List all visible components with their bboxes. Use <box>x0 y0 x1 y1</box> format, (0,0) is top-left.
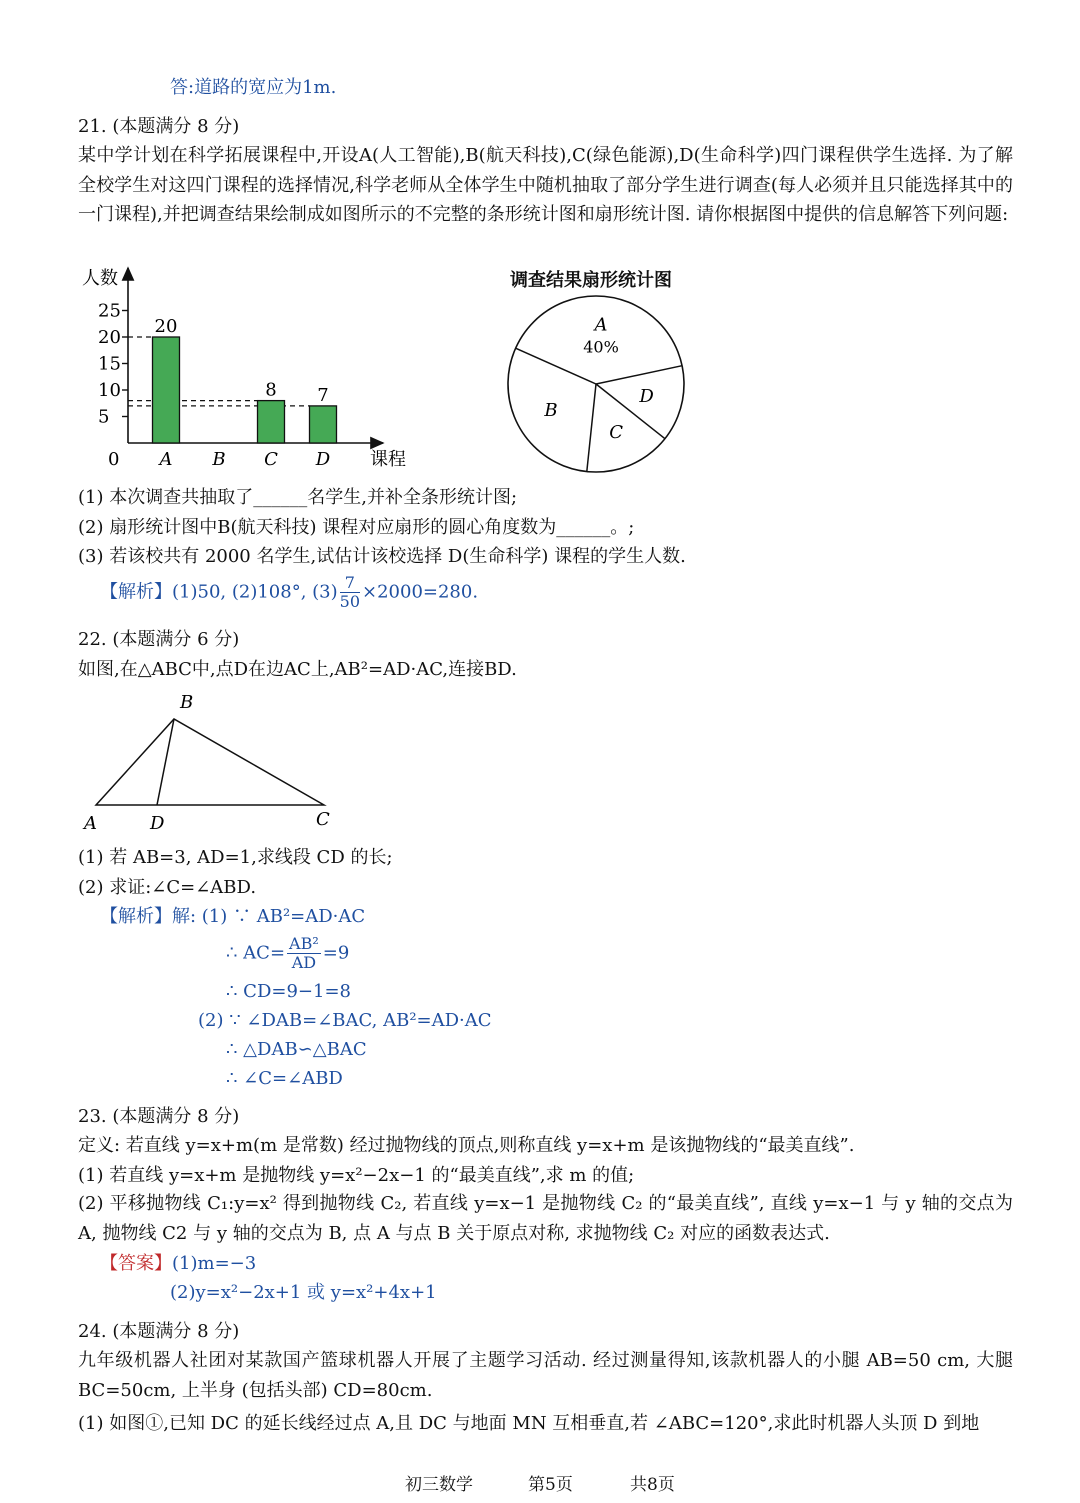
q24-stem: 九年级机器人社团对某款国产篮球机器人开展了主题学习活动. 经过测量得知,该款机器人的小腿 AB=50 cm, 大腿 BC=50cm, 上半身 (包括头部) CD=80cm. <box>78 1350 1013 1401</box>
q21-frac-num: 7 <box>340 574 360 593</box>
q22-solution-line5: ∴ △DAB∽△BAC <box>226 1039 367 1060</box>
y-tick-label: 15 <box>98 353 121 375</box>
q22-solution-tag: 【解析】 <box>100 906 172 927</box>
pie-title: 调查结果扇形统计图 <box>510 270 672 291</box>
footer-total: 共8页 <box>630 1475 675 1495</box>
q21-sub1: (1) 本次调查共抽取了______名学生,并补全条形统计图; <box>78 487 518 508</box>
q21-solution-a: (1)50, (2)108°, (3) <box>172 581 338 603</box>
pie-percent-A: 40% <box>583 337 619 357</box>
q21-solution-tag: 【解析】 <box>100 581 172 603</box>
q20-answer: 答:道路的宽应为1m. <box>170 77 337 98</box>
y-tick-label: 10 <box>98 380 121 401</box>
bar-A <box>153 337 180 443</box>
pie-label-C: C <box>609 421 624 443</box>
q22-sub1: (1) 若 AB=3, AD=1,求线段 CD 的长; <box>78 847 393 868</box>
q22-frac-den: AD <box>291 953 317 972</box>
q22-solution-line6: ∴ ∠C=∠ABD <box>226 1068 343 1089</box>
label-a: A <box>84 813 97 834</box>
q22-sub2: (2) 求证:∠C=∠ABD. <box>78 877 257 898</box>
pie-label-B: B <box>544 400 558 421</box>
q21-header: 21. (本题满分 8 分) <box>78 116 240 137</box>
q22-solution-line4: (2) ∵ ∠DAB=∠BAC, AB²=AD·AC <box>198 1010 492 1031</box>
x-category-A: A <box>159 449 173 470</box>
y-tick-label: 5 <box>98 406 110 428</box>
bar-value-A: 20 <box>154 316 178 337</box>
pie-divider <box>596 366 682 384</box>
q22-header: 22. (本题满分 6 分) <box>78 629 240 650</box>
bar-chart <box>78 262 423 477</box>
triangle-figure <box>78 688 348 838</box>
bar-value-D: 7 <box>317 384 329 406</box>
label-d: D <box>150 813 165 834</box>
q21-solution <box>100 574 478 611</box>
q23-answer-line2: (2)y=x²−2x+1 或 y=x²+4x+1 <box>170 1282 437 1303</box>
x-category-D: D <box>315 449 331 470</box>
label-b: B <box>180 692 194 713</box>
q22-fraction <box>287 935 321 972</box>
q22-solution-line1 <box>100 902 365 931</box>
pie-divider <box>596 384 665 439</box>
q22-l2-post: =9 <box>322 942 350 964</box>
q22-solution-line2 <box>226 935 349 972</box>
q21-solution-b: ×2000=280. <box>362 581 479 603</box>
q23-sub2: (2) 平移抛物线 C₁:y=x² 得到抛物线 C₂, 若直线 y=x−1 是抛物线 C₂ 的“最美直线”, 直线 y=x−1 与 y 轴的交点为 A, 抛物线 C2 与 y 轴的交点为 B, 点 A 与点 B 关于原点对称, 求抛物线 C₂ 对应的函数表达式. <box>78 1193 1013 1244</box>
q24-header: 24. (本题满分 8 分) <box>78 1321 240 1342</box>
q22-solution-line3: ∴ CD=9−1=8 <box>226 981 351 1002</box>
q21-sub3: (3) 若该校共有 2000 名学生,试估计该校选择 D(生命科学) 课程的学生人数. <box>78 546 686 567</box>
q23-answer-line1 <box>100 1249 256 1278</box>
q21-sub2: (2) 扇形统计图中B(航天科技) 课程对应扇形的圆心角度数为______。; <box>78 517 635 538</box>
pie-label-D: D <box>639 385 654 407</box>
pie-chart <box>500 292 695 477</box>
q22-frac-num: AB² <box>289 934 319 953</box>
q24-sub1: (1) 如图①,已知 DC 的延长线经过点 A,且 DC 与地面 MN 互相垂直,若 ∠ABC=120°,求此时机器人头顶 D 到地 <box>78 1413 980 1434</box>
y-tick-label: 20 <box>98 327 121 348</box>
q21-frac-den: 50 <box>339 592 360 611</box>
bar-ylabel: 人数 <box>82 268 118 289</box>
q22-stem: 如图,在△ABC中,点D在边AC上,AB²=AD·AC,连接BD. <box>78 659 517 680</box>
q23-definition: 定义: 若直线 y=x+m(m 是常数) 经过抛物线的顶点,则称直线 y=x+m 是该抛物线的“最美直线”. <box>78 1135 855 1156</box>
q23-header: 23. (本题满分 8 分) <box>78 1106 240 1127</box>
label-c: C <box>316 809 330 830</box>
pie-divider <box>587 384 596 472</box>
triangle-abc <box>96 719 324 805</box>
bar-xlabel: 课程 <box>370 449 406 470</box>
bar-value-C: 8 <box>265 379 277 401</box>
q23-sub1: (1) 若直线 y=x+m 是抛物线 y=x²−2x−1 的“最美直线”,求 m 的值; <box>78 1165 635 1186</box>
q23-answer-tag: 【答案】 <box>100 1253 172 1274</box>
footer-page: 第5页 <box>528 1475 573 1495</box>
q21-stem: 某中学计划在科学拓展课程中,开设A(人工智能),B(航天科技),C(绿色能源),D(生命科学)四门课程供学生选择. 为了解全校学生对这四门课程的选择情况,科学老师从全体学生中随机抽取了部分学生进行调查(每人必须并且只能选择其中的一门课程),并把调查结果绘制成如图所示的不完整的条形统计图和扇形统计图. 请你根据图中提供的信息解答下列问题: <box>78 145 1013 225</box>
x-category-C: C <box>264 449 278 470</box>
bar-C <box>258 401 285 443</box>
y-tick-label: 25 <box>98 300 121 322</box>
q22-solution-l1: 解: (1) ∵ AB²=AD·AC <box>172 906 366 927</box>
q22-l2-pre: ∴ AC= <box>226 942 286 964</box>
bar-D <box>310 406 337 443</box>
footer-subject: 初三数学 <box>405 1475 473 1495</box>
segment-bd <box>157 719 174 805</box>
q21-fraction <box>340 574 360 611</box>
q23-answer-1: (1)m=−3 <box>172 1253 257 1274</box>
bar-origin: 0 <box>108 449 120 470</box>
pie-label-A: A <box>594 314 608 336</box>
x-category-B: B <box>212 449 226 470</box>
